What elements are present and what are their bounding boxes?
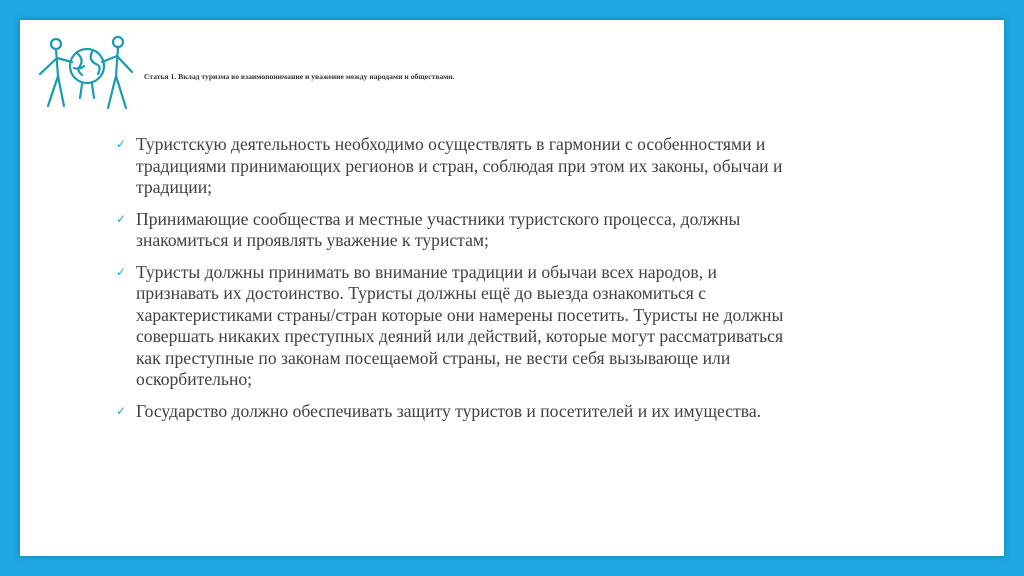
globe-people-logo-icon [34,28,138,112]
bullet-list [116,134,796,432]
checkmark-icon: ✓ [116,264,127,279]
bullet-text: Туристы должны принимать во внимание традиции и обычаи всех народов, и признавать их достоинство. Туристы должны ещё до выезда ознакомиться с характеристиками страны/стран которые они намерены посетить. Туристы не должны совершать никаких преступных деяний или действий, которые могут рассматриваться как преступные по законам посещаемой страны, не вести себя вызывающе или оскорбительно; [136,261,784,389]
list-item [116,209,796,252]
list-item [116,262,796,391]
list-item [116,401,796,423]
checkmark-icon: ✓ [116,211,127,226]
bullet-text: Туристскую деятельность необходимо осуществлять в гармонии с особенностями и традициями принимающих регионов и стран, соблюдая при этом их законы, обычаи и традиции; [136,134,783,197]
bullet-text: Принимающие сообщества и местные участники туристского процесса, должны знакомиться и проявлять уважение к туристам; [136,208,741,250]
list-item [116,134,796,199]
slide-title: Статья 1. Вклад туризма во взаимопонимание и уважение между народами и обществами. [144,72,455,81]
checkmark-icon: ✓ [116,137,127,151]
checkmark-icon: ✓ [116,403,127,418]
bullet-text: Государство должно обеспечивать защиту туристов и посетителей и их имущества. [136,400,762,421]
slide [20,20,1004,556]
